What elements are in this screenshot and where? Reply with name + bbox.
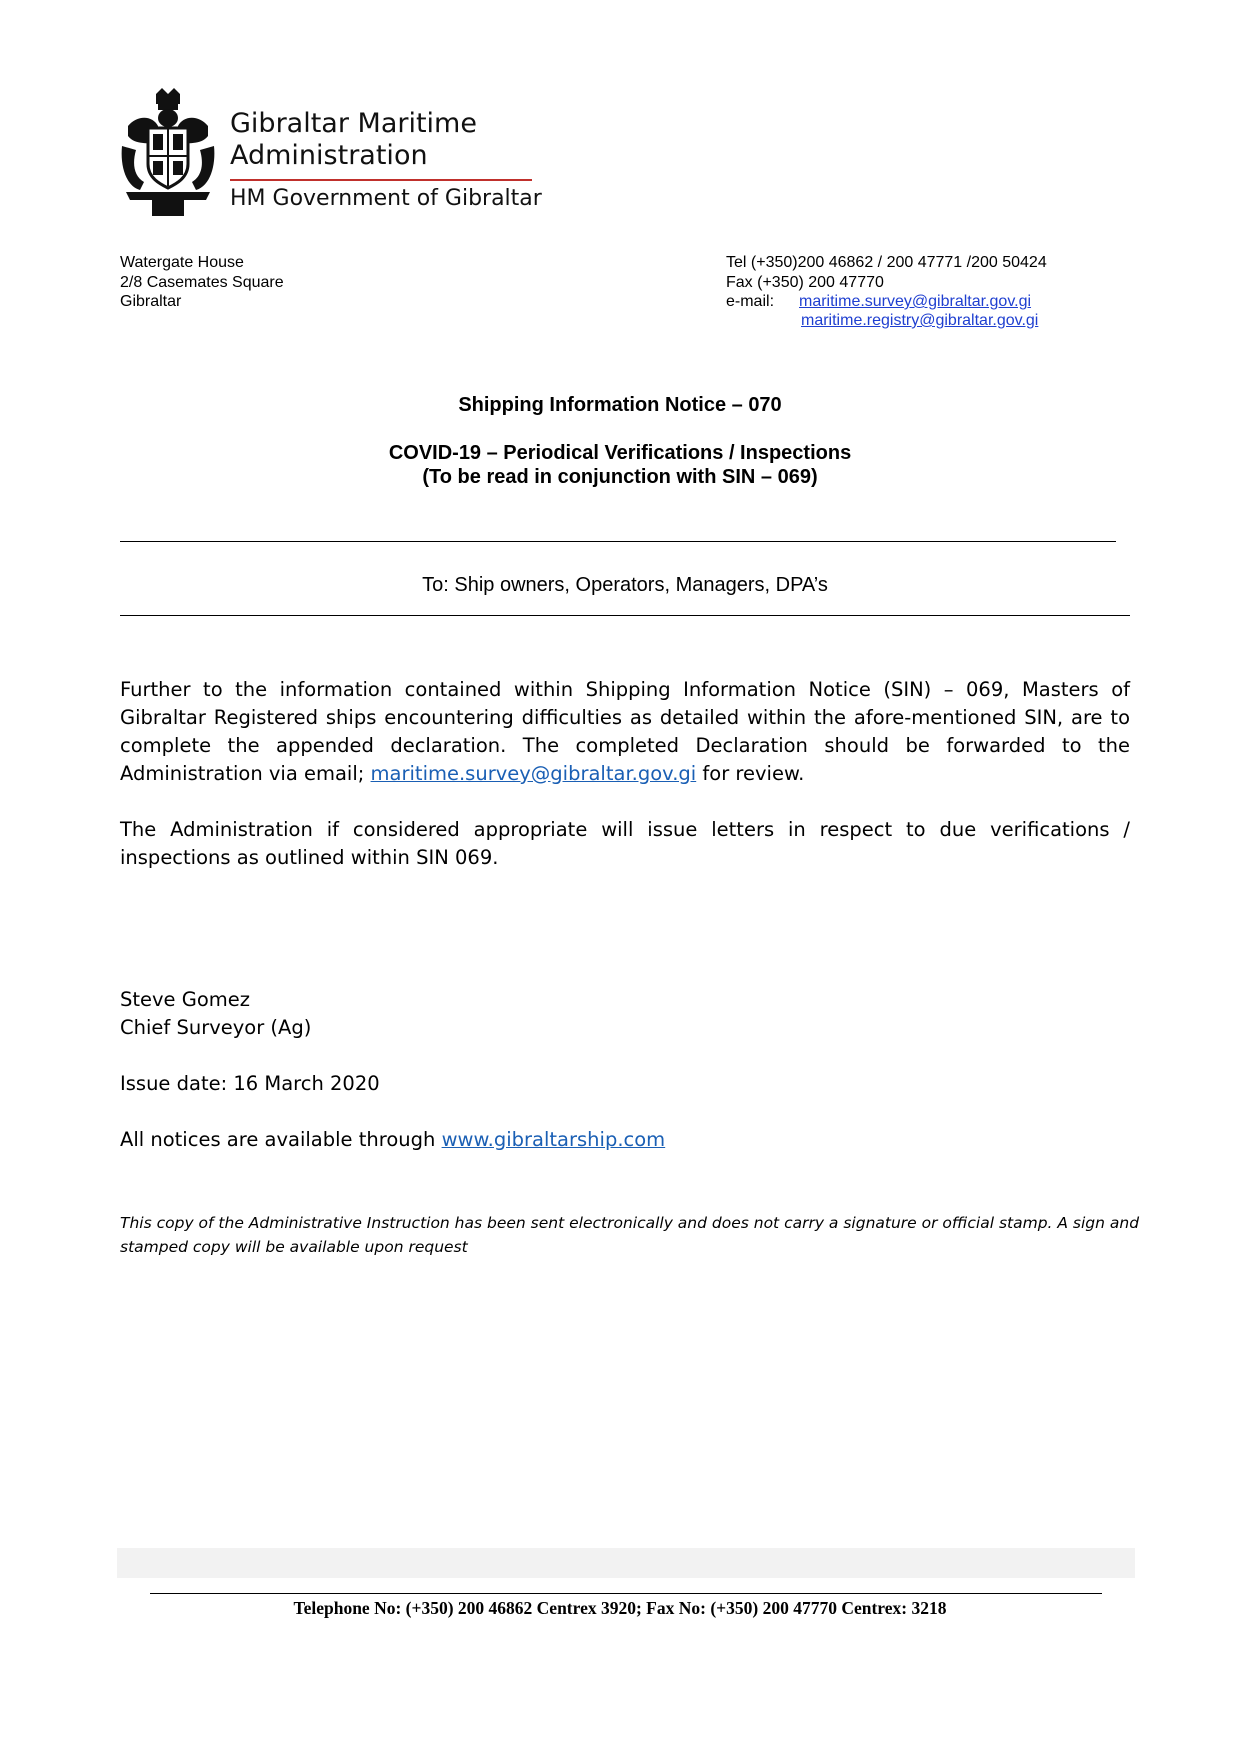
recipients-divider	[120, 615, 1130, 616]
electronic-copy-disclaimer: This copy of the Administrative Instruction has been sent electronically and does not carry a signature or official stamp. A sign and stamped copy will be available upon request	[120, 1214, 1140, 1256]
issue-date: Issue date: 16 March 2020	[120, 1072, 380, 1095]
body-survey-email-link[interactable]: maritime.survey@gibraltar.gov.gi	[370, 762, 697, 785]
address-line2: 2/8 Casemates Square	[120, 274, 284, 291]
body-paragraph-1	[120, 676, 1130, 788]
fax-number: Fax (+350) 200 47770	[726, 274, 884, 291]
org-name-line1: Gibraltar Maritime	[230, 108, 477, 139]
email-label: e-mail:	[726, 293, 775, 310]
telephone-numbers: Tel (+350)200 46862 / 200 47771 /200 50424	[726, 254, 1047, 271]
notice-subtitle: (To be read in conjunction with SIN – 069)	[422, 466, 818, 488]
body-paragraph-2: The Administration if considered appropriate will issue letters in respect to due verifications / inspections as outlined within SIN 069.	[120, 818, 1130, 869]
government-name: HM Government of Gibraltar	[230, 186, 542, 211]
recipients-line: To: Ship owners, Operators, Managers, DPA’s	[422, 574, 828, 596]
title-divider	[120, 541, 1116, 542]
footer-band	[117, 1548, 1135, 1578]
body-paragraph-1-tail: for review.	[696, 762, 805, 785]
footer-contact-numbers: Telephone No: (+350) 200 46862 Centrex 3920; Fax No: (+350) 200 47770 Centrex: 3218	[293, 1598, 947, 1618]
header-red-divider	[230, 179, 532, 181]
notices-availability	[120, 1126, 665, 1154]
address-line1: Watergate House	[120, 254, 244, 271]
body-paragraph-1-text: Further to the information contained within Shipping Information Notice (SIN) – 069, Masters of Gibraltar Registered ships encountering difficulties as detailed within the afore-mentioned SIN, are to complete the appended declaration. The completed Declaration should be forwarded to the Administration via email;	[120, 678, 1130, 785]
survey-email-link[interactable]: maritime.survey@gibraltar.gov.gi	[799, 293, 1032, 310]
signatory-name: Steve Gomez	[120, 988, 251, 1011]
org-name-line2: Administration	[230, 140, 428, 171]
gibraltarship-website-link[interactable]: www.gibraltarship.com	[441, 1128, 666, 1151]
coat-of-arms-logo	[118, 86, 218, 218]
signatory-title: Chief Surveyor (Ag)	[120, 1016, 312, 1039]
notices-prefix: All notices are available through	[120, 1128, 442, 1151]
address-line3: Gibraltar	[120, 293, 182, 310]
notice-number: Shipping Information Notice – 070	[458, 394, 782, 416]
footer-divider	[150, 1593, 1102, 1594]
notice-title: COVID-19 – Periodical Verifications / Inspections	[388, 442, 852, 464]
registry-email-link[interactable]: maritime.registry@gibraltar.gov.gi	[801, 312, 1039, 329]
